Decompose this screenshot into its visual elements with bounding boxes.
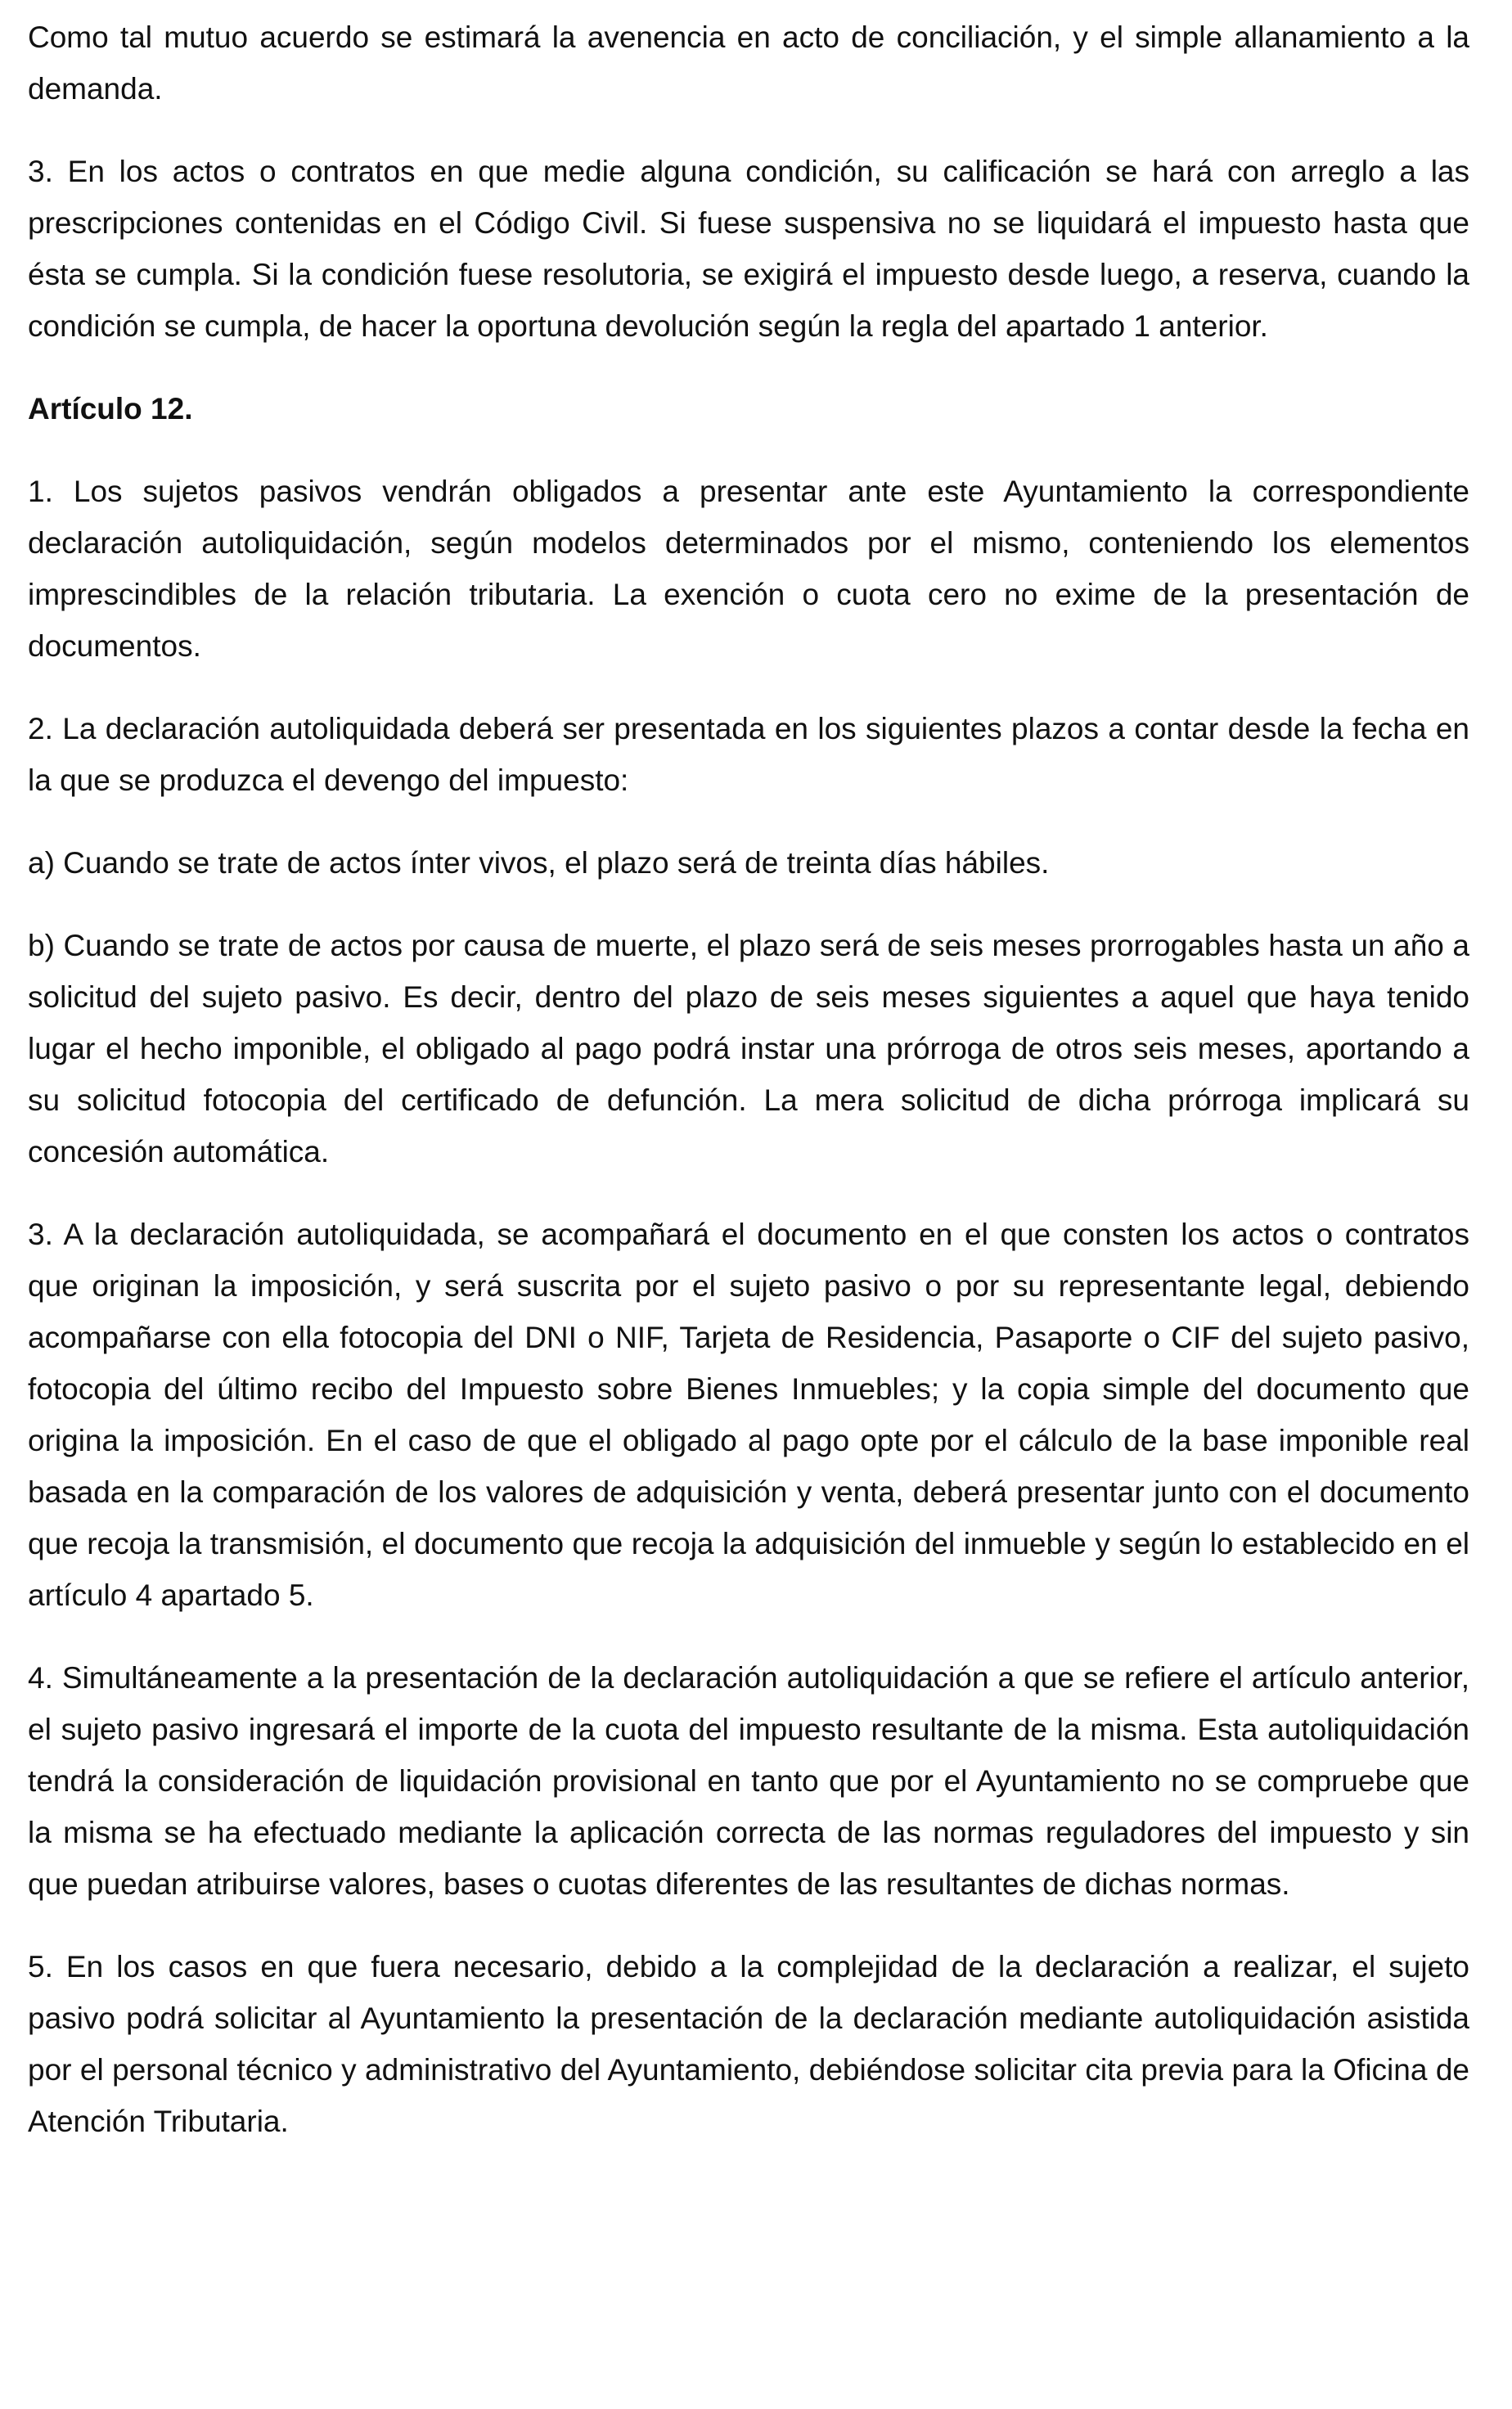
article-paragraph-2a: a) Cuando se trate de actos ínter vivos, el plazo será de treinta días hábiles. [28,846,1050,880]
intro-paragraph: Como tal mutuo acuerdo se estimará la avenencia en acto de conciliación, y el simple allanamiento a la demanda. [28,20,1469,106]
article-paragraph-5: 5. En los casos en que fuera necesario, debido a la complejidad de la declaración a realizar, el sujeto pasivo podrá solicitar al Ayuntamiento la presentación de la declaración mediante autoliquidación asistida por el personal técnico y administrativo del Ayuntamiento, debiéndose solicitar cita previa para la Oficina de Atención Tributaria. [28,1950,1469,2138]
article-heading: Artículo 12. [28,392,193,426]
document-page [28,11,1469,2178]
article-paragraph-1: 1. Los sujetos pasivos vendrán obligados a presentar ante este Ayuntamiento la correspondiente declaración autoliquidación, según modelos determinados por el mismo, conteniendo los elementos imprescindibles de la relación tributaria. La exención o cuota cero no exime de la presentación de documentos. [28,475,1469,663]
article-paragraph-2: 2. La declaración autoliquidada deberá ser presentada en los siguientes plazos a contar desde la fecha en la que se produzca el devengo del impuesto: [28,712,1469,797]
article-paragraph-4: 4. Simultáneamente a la presentación de la declaración autoliquidación a que se refiere el artículo anterior, el sujeto pasivo ingresará el importe de la cuota del impuesto resultante de la misma. Esta autoliquidación tendrá la consideración de liquidación provisional en tanto que por el Ayuntamiento no se compruebe que la misma se ha efectuado mediante la aplicación correcta de las normas reguladores del impuesto y sin que puedan atribuirse valores, bases o cuotas diferentes de las resultantes de dichas normas. [28,1661,1469,1901]
article-paragraph-2b: b) Cuando se trate de actos por causa de muerte, el plazo será de seis meses prorrogables hasta un año a solicitud del sujeto pasivo. Es decir, dentro del plazo de seis meses siguientes a aquel que haya tenido lugar el hecho imponible, el obligado al pago podrá instar una prórroga de otros seis meses, aportando a su solicitud fotocopia del certificado de defunción. La mera solicitud de dicha prórroga implicará su concesión automática. [28,929,1469,1168]
condition-paragraph: 3. En los actos o contratos en que medie alguna condición, su calificación se hará con arreglo a las prescripciones contenidas en el Código Civil. Si fuese suspensiva no se liquidará el impuesto hasta que ésta se cumpla. Si la condición fuese resolutoria, se exigirá el impuesto desde luego, a reserva, cuando la condición se cumpla, de hacer la oportuna devolución según la regla del apartado 1 anterior. [28,155,1469,343]
article-paragraph-3: 3. A la declaración autoliquidada, se acompañará el documento en el que consten los actos o contratos que originan la imposición, y será suscrita por el sujeto pasivo o por su representante legal, debiendo acompañarse con ella fotocopia del DNI o NIF, Tarjeta de Residencia, Pasaporte o CIF del sujeto pasivo, fotocopia del último recibo del Impuesto sobre Bienes Inmuebles; y la copia simple del documento que origina la imposición. En el caso de que el obligado al pago opte por el cálculo de la base imponible real basada en la comparación de los valores de adquisición y venta, deberá presentar junto con el documento que recoja la transmisión, el documento que recoja la adquisición del inmueble y según lo establecido en el artículo 4 apartado 5. [28,1218,1469,1612]
